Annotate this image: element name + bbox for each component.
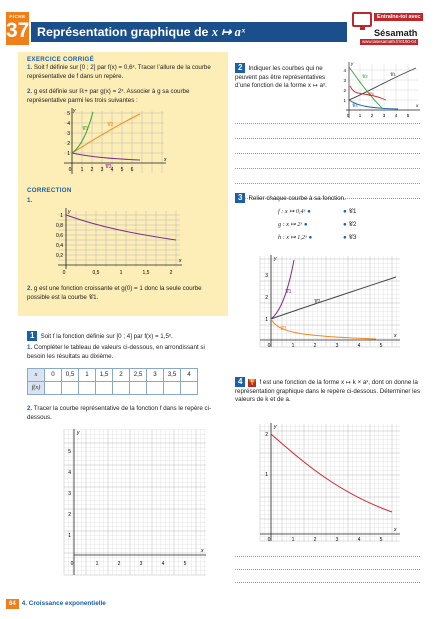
fiche-number: 37 <box>6 19 30 43</box>
graph1-ytick-1: 1 <box>67 151 70 157</box>
correction-item2: 2. g est une fonction croissante et g(0) = 1 donc la seule courbe possible est la courbe 𝒞1. <box>27 285 202 301</box>
ex3-function-g: g : x ↦ 2ˣ ● <box>278 221 308 228</box>
ex3-xtick-3: 3 <box>335 343 339 348</box>
ex1-xtick-4: 4 <box>161 561 165 567</box>
ex1-question2: 2. Tracer la courbe représentative de la fonction f dans le repère ci-dessous. <box>27 405 212 421</box>
ex1-ytick-4: 4 <box>68 470 71 476</box>
table-input-cell[interactable] <box>113 382 130 395</box>
graph2-ytick-1: 1 <box>60 213 63 219</box>
graph2-ytick-0.2: 0,2 <box>56 253 63 259</box>
ex2-xtick-2: 2 <box>370 113 374 118</box>
ex1-ytick-2: 2 <box>68 512 71 518</box>
graph1-curve-label-3: 𝒞3 <box>105 164 112 170</box>
table-input-cell[interactable] <box>147 382 164 395</box>
table-cell-x: 1,5 <box>96 369 113 382</box>
ex2-x-label: x <box>416 103 419 108</box>
table-cell-x: 2,5 <box>130 369 147 382</box>
ex3-ytick-3: 3 <box>265 273 268 279</box>
ex3-function-h: h : x ↦ 1,2ˣ ● <box>278 234 313 241</box>
ex2-y-label: y <box>351 61 354 66</box>
correction-item1-num: 1. <box>27 197 33 204</box>
bullet-dot-icon: ● <box>303 221 308 228</box>
ex2-text: 2 Indiquer les courbes qui ne peuvent pas être représentatives d’une fonction de la forme x ↦ aˣ. <box>235 63 327 90</box>
ex2-curve-label-1: 𝒞1 <box>390 72 396 77</box>
table-cell-x: 3 <box>147 369 164 382</box>
fiche-badge <box>6 12 29 45</box>
ex3-function-f: f : x ↦ 0,4ˣ ● <box>278 208 311 215</box>
table-input-cell[interactable] <box>164 382 181 395</box>
graph1-ytick-3: 3 <box>67 131 70 137</box>
table-input-cell[interactable] <box>45 382 62 395</box>
graph1-grid <box>64 111 164 173</box>
ex3-curve-label-3: 𝒞3 <box>280 326 287 332</box>
ex3-curve-1: ● 𝒞1 <box>343 208 357 215</box>
ex4-answer-lines[interactable] <box>235 547 420 583</box>
ex2-ytick-2: 2 <box>343 88 346 93</box>
ex3-curve-gray <box>271 277 396 319</box>
graph1-ytick-5: 5 <box>67 111 70 117</box>
ex4-graph <box>256 420 404 542</box>
ex3-curve-3: ● 𝒞3 <box>343 234 357 241</box>
graph2-ytick-0.4: 0,4 <box>56 243 63 249</box>
footer <box>6 599 106 609</box>
table-header-fx: f(x) <box>28 382 45 395</box>
ex1-xtick-1: 1 <box>95 561 99 567</box>
ex3-function-list <box>278 208 312 247</box>
ex4-xtick-0: 0 <box>267 537 271 542</box>
ex3-ytick-1: 1 <box>265 317 268 323</box>
graph2-x-label: x <box>179 258 182 264</box>
ex1-xtick-3: 3 <box>139 561 143 567</box>
graph2-ytick-0.8: 0,8 <box>56 223 63 229</box>
ex3-curve-orange <box>271 319 376 339</box>
ex2-xtick-0: 0 <box>346 113 350 118</box>
ex3-graph <box>256 252 404 348</box>
bullet-dot-icon: ● <box>343 208 347 215</box>
ex4-xtick-1: 1 <box>291 537 295 542</box>
ex2-xtick-5: 5 <box>406 113 410 118</box>
ex4-number: 4 <box>235 377 245 387</box>
title-text: Représentation graphique de <box>37 25 212 39</box>
ex4-ytick-1: 1 <box>265 472 268 478</box>
graph1-xtick-5: 5 <box>120 167 124 173</box>
ex2-curve-label-4: 𝒞4 <box>352 103 358 108</box>
ex2-number: 2 <box>235 63 245 73</box>
exercice-corrige-title: EXERCICE CORRIGÉ <box>27 56 95 63</box>
fiche-label: FICHE <box>9 14 26 19</box>
ex1-ytick-3: 3 <box>68 491 71 497</box>
bullet-dot-icon: ● <box>307 208 311 215</box>
table-input-cell[interactable] <box>79 382 96 395</box>
bullet-dot-icon: ● <box>308 234 313 241</box>
ex1-ytick-1: 1 <box>68 533 71 539</box>
graph1-xtick-0: 0 <box>68 167 72 173</box>
ex3-xtick-1: 1 <box>291 343 295 348</box>
ex2-ytick-4: 4 <box>343 68 346 73</box>
table-cell-x: 1 <box>79 369 96 382</box>
table-header-x: x <box>28 369 45 382</box>
graph2-xtick-2: 2 <box>169 270 173 276</box>
ex3-y-label: y <box>274 256 277 262</box>
ex3-x-label: x <box>394 333 397 339</box>
graph2-grid <box>58 211 180 267</box>
ex2-xtick-1: 1 <box>358 113 362 118</box>
chapter-title: 4. Croissance exponentielle <box>21 600 106 607</box>
graph1-xtick-2: 2 <box>90 167 94 173</box>
ex1-number: 1 <box>27 331 37 341</box>
monitor-icon <box>352 12 372 27</box>
graph2-xtick-1.5: 1,5 <box>142 270 150 276</box>
table-cell-x: 0,5 <box>62 369 79 382</box>
ex4-xtick-2: 2 <box>313 537 317 542</box>
graph1-y-label: y <box>73 108 76 114</box>
ex3-xtick-0: 0 <box>267 343 271 348</box>
graph1-xtick-3: 3 <box>100 167 104 173</box>
ex3-xtick-2: 2 <box>313 343 317 348</box>
table-input-cell[interactable] <box>181 382 198 395</box>
ex2-ytick-1: 1 <box>343 98 346 103</box>
ex1-question1: 1. Compléter le tableau de valeurs ci-dessous, en arrondissant si besoin les résultats au dixième. <box>27 344 205 360</box>
ex3-xtick-5: 5 <box>379 343 383 348</box>
table-cell-x: 0 <box>45 369 62 382</box>
graph1-xtick-4: 4 <box>110 167 114 173</box>
table-cell-x: 4 <box>181 369 198 382</box>
graph1-xtick-1: 1 <box>80 167 84 173</box>
bullet-dot-icon: ● <box>343 221 347 228</box>
table-input-cell[interactable] <box>130 382 147 395</box>
trophy-icon: 🏆 <box>248 380 257 386</box>
ex4-xtick-5: 5 <box>379 537 383 542</box>
exercice-corrige-item1: 1. Soit f définie sur [0 ; 2] par f(x) = 0,6ˣ. Tracer l’allure de la courbe représentative de f dans un repère. <box>27 64 211 80</box>
graph2-ytick-0.6: 0,6 <box>56 233 63 239</box>
table-row-fx <box>28 382 198 395</box>
ex2-ytick-3: 3 <box>343 78 346 83</box>
page-number: 64 <box>6 599 19 609</box>
ex4-xtick-4: 4 <box>357 537 361 542</box>
ex2-xtick-4: 4 <box>394 113 398 118</box>
ex2-curve-label-2: 𝒞2 <box>362 74 368 79</box>
ex1-xtick-0: 0 <box>70 561 74 567</box>
table-input-cell[interactable] <box>96 382 113 395</box>
sesamath-link[interactable] <box>352 12 428 44</box>
ex2-xtick-3: 3 <box>382 113 386 118</box>
page-title <box>31 22 347 42</box>
ex1-value-table <box>27 368 198 395</box>
correction-title: CORRECTION <box>27 187 72 194</box>
ex1-x-label: x <box>201 548 204 554</box>
bullet-dot-icon: ● <box>343 234 347 241</box>
ex4-y-label: y <box>274 424 277 430</box>
graph2-curve <box>66 215 176 240</box>
graph1-x-label: x <box>164 157 167 163</box>
ex2-answer-lines[interactable] <box>235 114 420 199</box>
graph1-ytick-2: 2 <box>67 141 70 147</box>
ex4-curve <box>271 434 392 512</box>
exercice-corrige-item2: 2. g est définie sur ℝ+ par g(x) = 2ˣ. Associer à g sa courbe représentative parmi les trois suivantes : <box>27 88 190 104</box>
ex3-xtick-4: 4 <box>357 343 361 348</box>
ex3-ytick-2: 2 <box>265 295 268 301</box>
table-input-cell[interactable] <box>62 382 79 395</box>
sesamath-logo: Sésamath <box>374 28 418 38</box>
ex1-y-label: y <box>77 430 80 436</box>
graph1-xtick-6: 6 <box>130 167 134 173</box>
ex4-x-label: x <box>394 527 397 533</box>
graph2-xtick-0: 0 <box>62 270 66 276</box>
ex4-ytick-2: 2 <box>265 432 268 438</box>
table-cell-x: 2 <box>113 369 130 382</box>
graph2-y-label: y <box>68 209 71 215</box>
graph2-xtick-0.5: 0,5 <box>92 270 100 276</box>
ex1-xtick-2: 2 <box>117 561 121 567</box>
ex1-xtick-5: 5 <box>183 561 187 567</box>
sesamath-url[interactable]: www.lasesamath.fr/0190-04 <box>362 39 417 44</box>
table-row-x <box>28 369 198 382</box>
graph-three-curves <box>60 106 170 182</box>
ex4-text: 4 🏆 f est une fonction de la forme x ↦ k × aˣ, dont on donne la représentation graphique dans le repère ci-dessous. Déterminer les valeurs de k et de a. <box>235 377 421 404</box>
table-cell-x: 3,5 <box>164 369 181 382</box>
graph1-ytick-4: 4 <box>67 121 70 127</box>
ex1-graph-grid[interactable] <box>60 425 210 577</box>
ex3-curve-2: ● 𝒞2 <box>343 221 357 228</box>
ex2-curve-gray <box>349 68 416 100</box>
ex1-ytick-5: 5 <box>68 449 71 455</box>
graph2-xtick-1: 1 <box>119 270 123 276</box>
title-math: x ↦ aˣ <box>211 25 246 39</box>
ex3-curve-label-1: 𝒞1 <box>285 289 292 295</box>
ex3-number: 3 <box>235 193 245 203</box>
sesamath-badge: Entraîne-toi avec <box>374 13 423 21</box>
ex1-intro: 1 Soit f la fonction définie sur [0 ; 4] par f(x) = 1,5ˣ. <box>27 331 227 342</box>
ex4-xtick-3: 3 <box>335 537 339 542</box>
graph1-curve-label-2: 𝒞2 <box>107 122 114 128</box>
ex3-curve-label-2: 𝒞2 <box>314 299 321 305</box>
ex2-curve-label-3: 𝒞3 <box>368 92 374 97</box>
ex3-curve-list <box>343 208 356 247</box>
graph1-curve-label-1: 𝒞1 <box>82 126 89 132</box>
ex3-text: 3 Relier chaque courbe à sa fonction. <box>235 193 425 204</box>
graph-correction <box>40 205 200 281</box>
